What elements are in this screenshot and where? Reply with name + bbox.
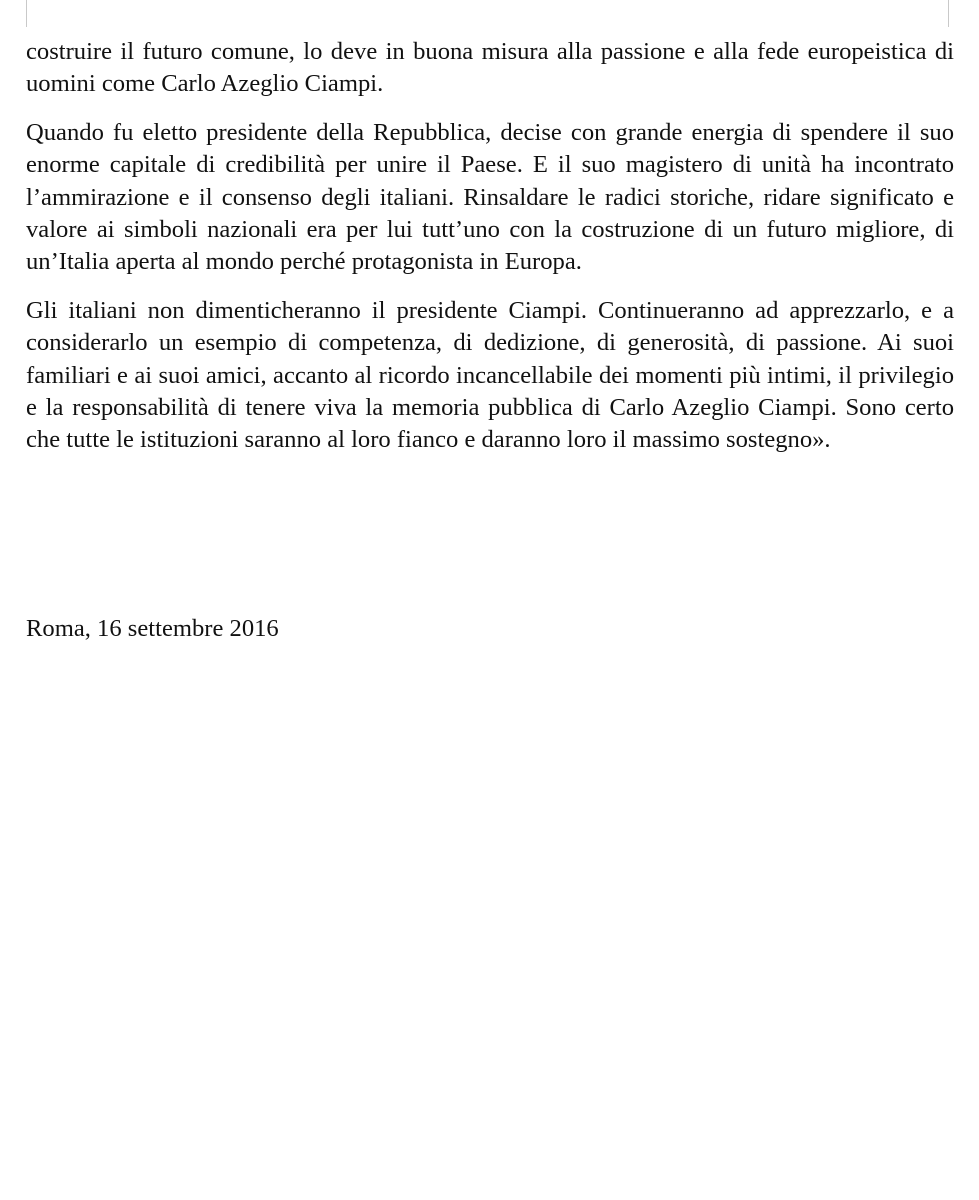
paragraph-remembrance: Gli italiani non dimenticheranno il presidente Ciampi. Continueranno ad apprezzarlo, e a considerarlo un esempio di competenza, di dedizione, di generosità, di passione. Ai suoi familiari e ai suoi amici, accanto al ricordo incancellabile dei momenti più intimi, il privilegio e la responsabilità di tenere viva la memoria pubblica di Carlo Azeglio Ciampi. Sono certo che tutte le istituzioni saranno al loro fianco e daranno loro il massimo sostegno».: [26, 296, 954, 454]
crop-mark-left: [26, 0, 27, 27]
paragraph-europeanism: costruire il futuro comune, lo deve in buona misura alla passione e alla fede europeistica di uomini come Carlo Azeglio Ciampi.: [26, 38, 954, 98]
date-line: Roma, 16 settembre 2016: [26, 615, 279, 642]
document-body: [26, 36, 954, 473]
paragraph-presidency: Quando fu eletto presidente della Repubblica, decise con grande energia di spendere il suo enorme capitale di credibilità per unire il Paese. E il suo magistero di unità ha incontrato l’ammirazione e il consenso degli italiani. Rinsaldare le radici storiche, ridare significato e valore ai simboli nazionali era per lui tutt’uno con la costruzione di un futuro migliore, di un’Italia aperta al mondo perché protagonista in Europa.: [26, 118, 954, 276]
crop-mark-right: [948, 0, 949, 27]
